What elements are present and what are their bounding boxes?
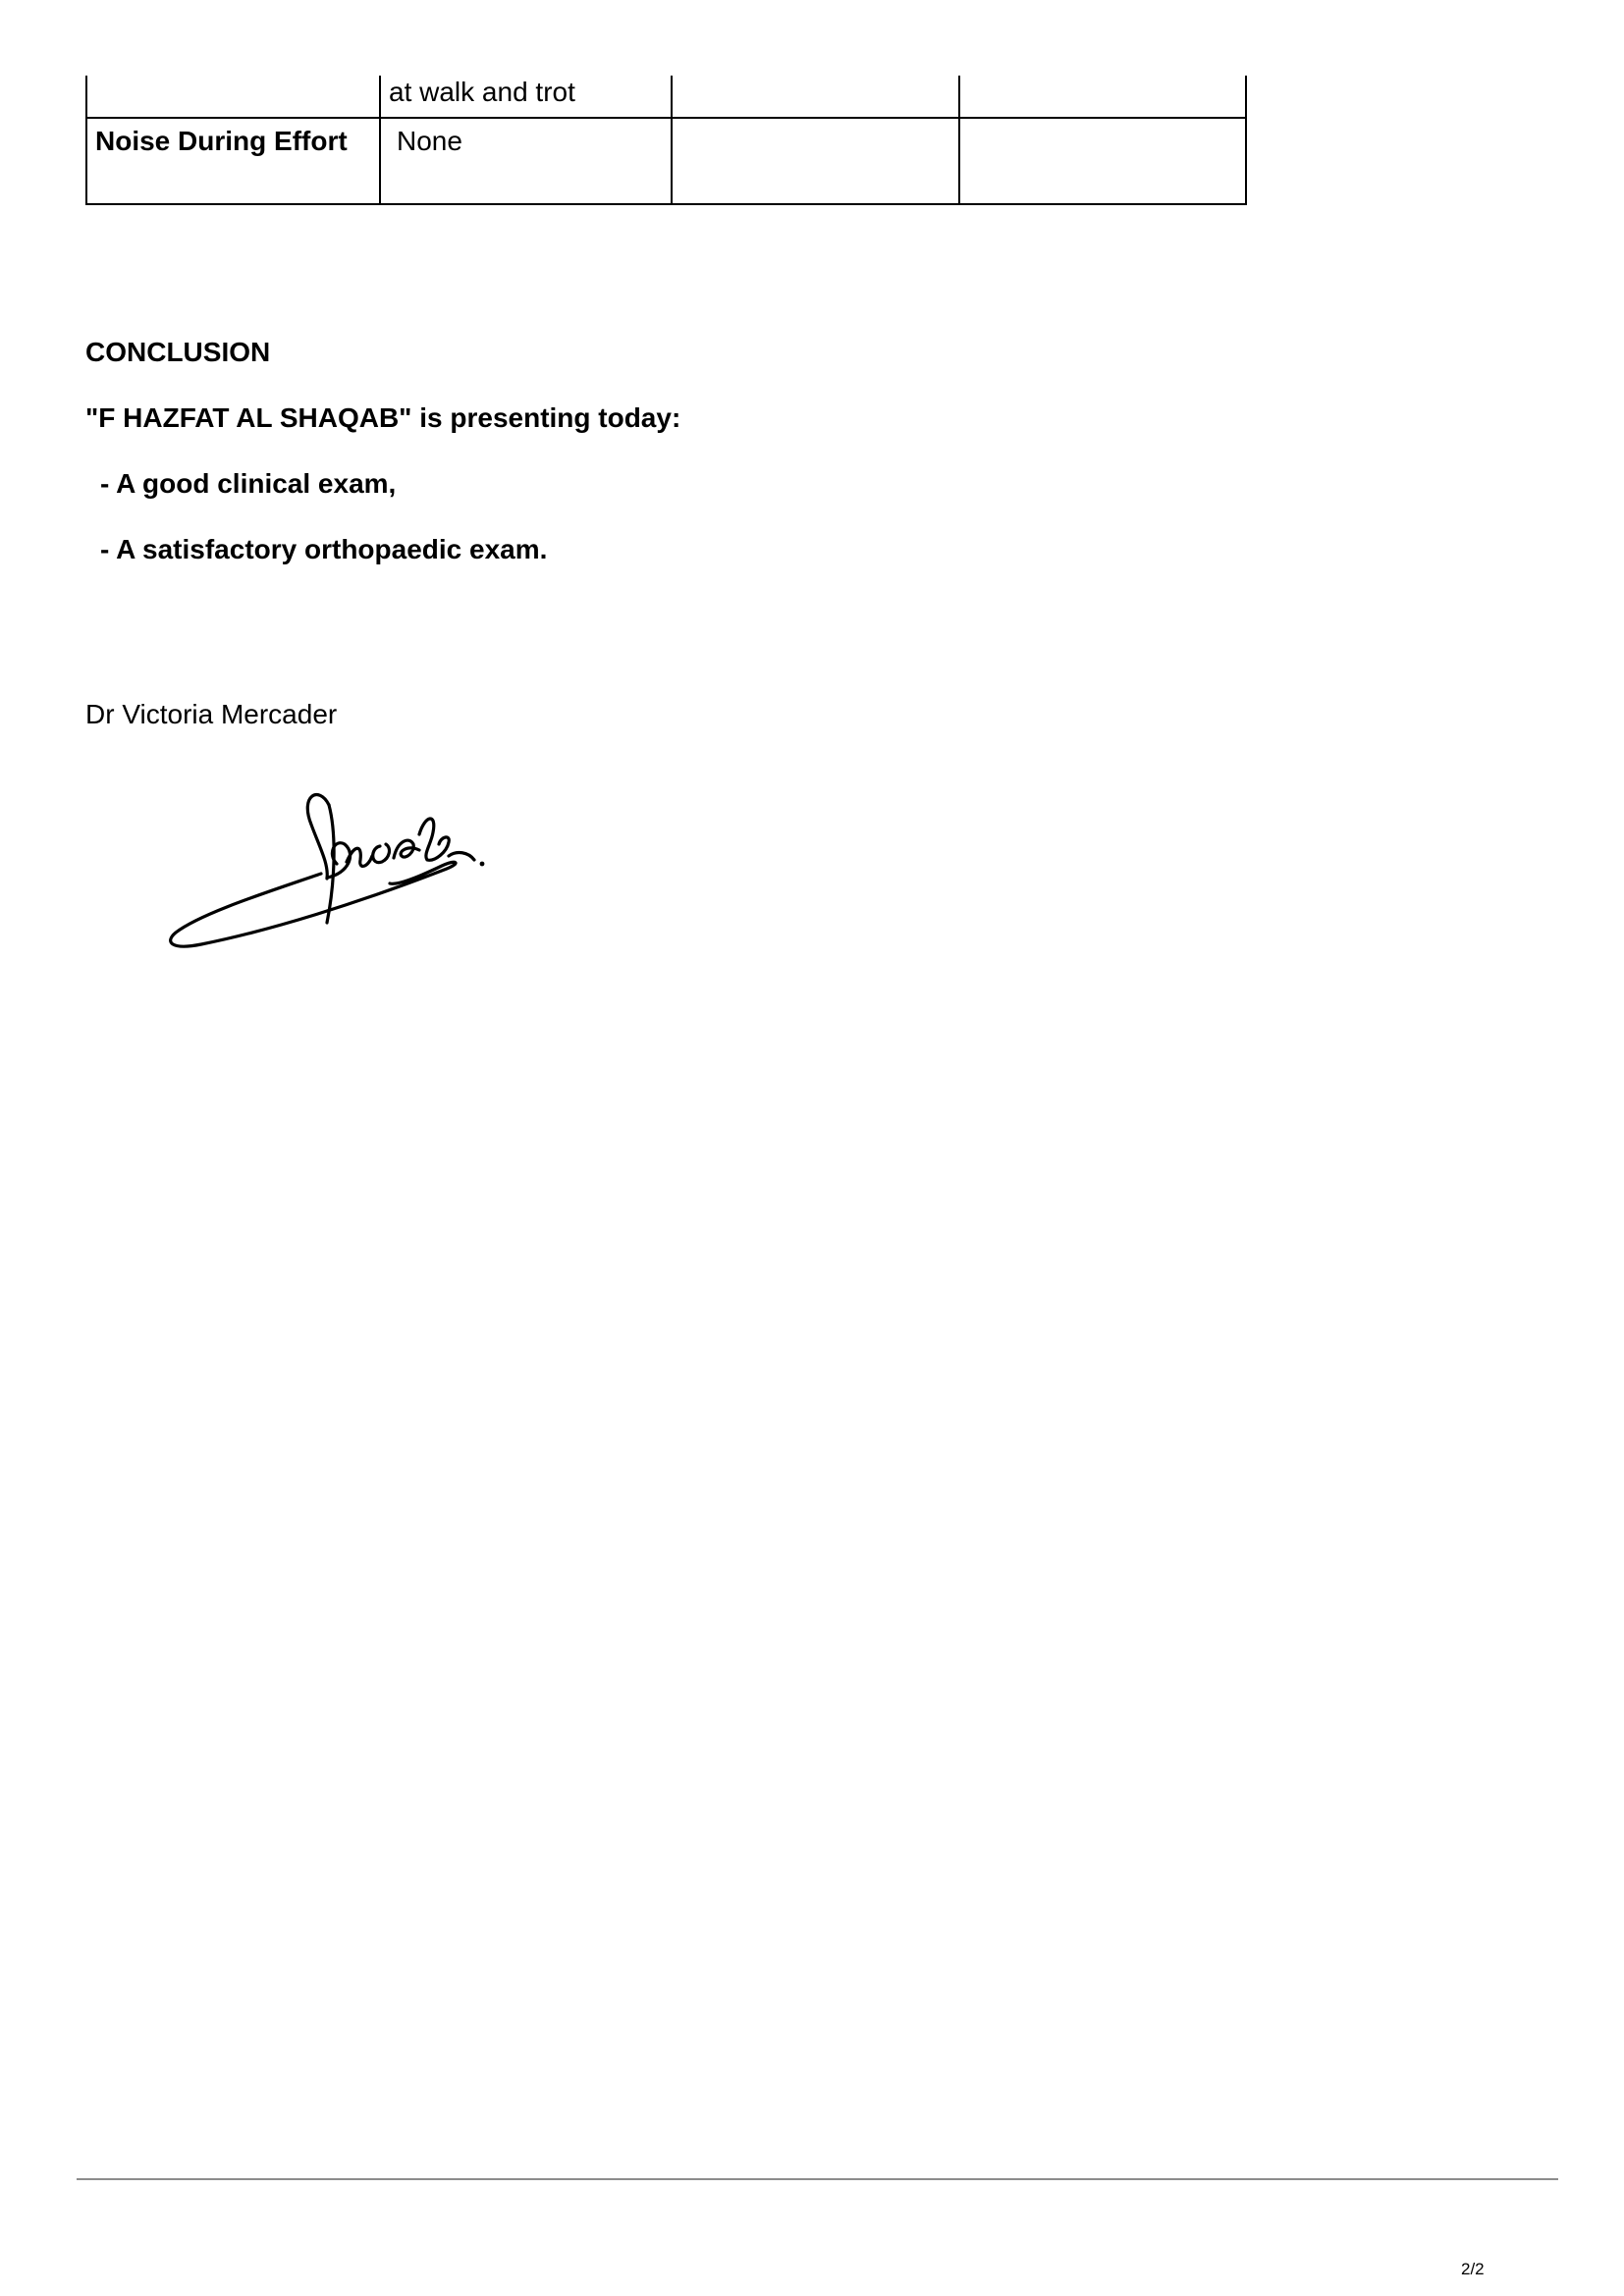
table-cell-value: at walk and trot bbox=[380, 76, 672, 118]
page-number: 2/2 bbox=[1461, 2260, 1485, 2278]
conclusion-intro: "F HAZFAT AL SHAQAB" is presenting today: bbox=[85, 402, 681, 433]
table-row bbox=[86, 118, 1246, 204]
conclusion-item: - A good clinical exam, bbox=[100, 468, 397, 499]
conclusion-heading: CONCLUSION bbox=[85, 337, 271, 367]
footer-divider bbox=[77, 2178, 1558, 2180]
signatory-name: Dr Victoria Mercader bbox=[85, 699, 338, 729]
table-cell-label bbox=[86, 76, 380, 118]
conclusion-item: - A satisfactory orthopaedic exam. bbox=[100, 534, 548, 564]
table-cell-value: None bbox=[380, 118, 672, 204]
table-cell-empty bbox=[672, 118, 959, 204]
signature-image bbox=[162, 775, 515, 962]
table-cell-empty bbox=[959, 118, 1246, 204]
table-cell-empty bbox=[672, 76, 959, 118]
table-cell-empty bbox=[959, 76, 1246, 118]
table-row bbox=[86, 76, 1246, 118]
table-cell-label: Noise During Effort bbox=[86, 118, 380, 204]
findings-table bbox=[85, 76, 1247, 205]
signature-dot bbox=[480, 862, 485, 867]
